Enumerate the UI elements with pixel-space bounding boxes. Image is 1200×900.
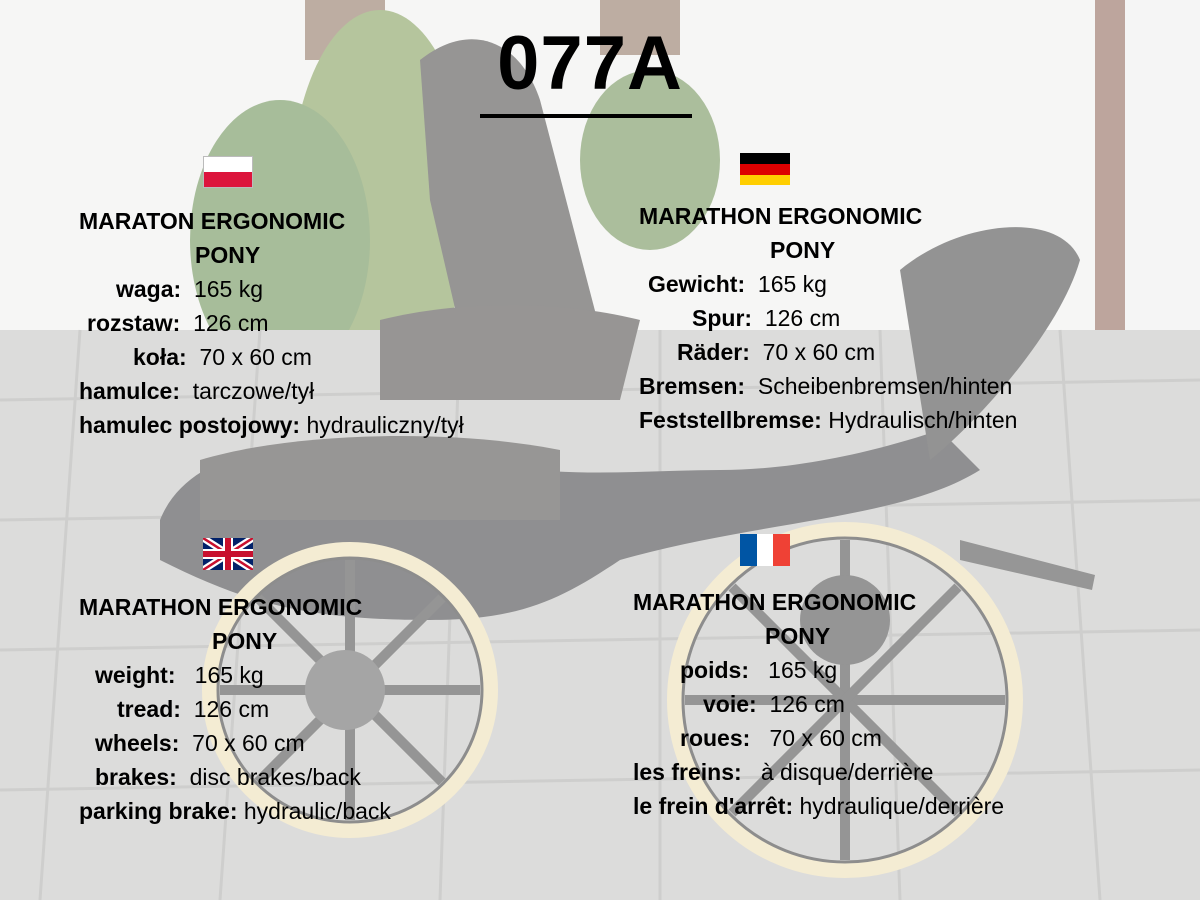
spec-row-wheels — [79, 340, 464, 374]
spec-value: 70 x 60 cm — [762, 339, 876, 365]
spec-label: Räder: — [677, 339, 750, 365]
spec-block-english — [79, 590, 391, 828]
spec-value: 165 kg — [757, 271, 827, 297]
spec-label: koła: — [133, 344, 187, 370]
spec-value: hydrauliczny/tył — [306, 412, 464, 438]
spec-value: Hydraulisch/hinten — [828, 407, 1018, 433]
spec-row-tread — [79, 692, 391, 726]
heading-model: MARATHON ERGONOMIC — [639, 203, 923, 229]
spec-row-brakes — [79, 760, 391, 794]
heading-model: MARATON ERGONOMIC — [79, 208, 346, 234]
spec-value: Scheibenbremsen/hinten — [757, 373, 1013, 399]
spec-row-track — [633, 687, 1004, 721]
spec-row-parking-brake — [79, 408, 464, 442]
title-underline — [480, 114, 692, 118]
spec-value: 165 kg — [768, 657, 838, 683]
spec-row-parking-brake — [639, 403, 1017, 437]
spec-value: 165 kg — [193, 276, 264, 302]
spec-value: 126 cm — [193, 310, 269, 336]
spec-label: hamulce: — [79, 378, 180, 404]
spec-label: brakes: — [95, 764, 177, 790]
spec-value: tarczowe/tył — [192, 378, 315, 404]
spec-value: 165 kg — [194, 662, 264, 688]
spec-block-german — [639, 199, 1017, 437]
spec-label: Bremsen: — [639, 373, 746, 399]
spec-row-brakes — [79, 374, 464, 408]
spec-value: à disque/derrière — [760, 759, 934, 785]
spec-row-parking-brake — [79, 794, 391, 828]
polish-flag-icon — [203, 156, 253, 188]
spec-value: 70 x 60 cm — [769, 725, 882, 751]
spec-label: waga: — [116, 276, 182, 302]
spec-label: rozstaw: — [87, 310, 181, 336]
spec-label: le frein d'arrêt: — [633, 793, 794, 819]
spec-row-wheels — [79, 726, 391, 760]
spec-row-weight — [633, 653, 1004, 687]
spec-label: hamulec postojowy: — [79, 412, 301, 438]
german-flag-icon — [740, 153, 790, 185]
spec-row-brakes — [633, 755, 1004, 789]
spec-row-weight — [639, 267, 1017, 301]
spec-value: 70 x 60 cm — [192, 730, 305, 756]
model-number-title: 077A — [497, 21, 683, 106]
spec-value: hydraulique/derrière — [799, 793, 1005, 819]
heading-variant: PONY — [212, 628, 278, 654]
spec-label: poids: — [680, 657, 749, 683]
spec-row-parking-brake — [633, 789, 1004, 823]
spec-label: Spur: — [692, 305, 753, 331]
spec-row-weight — [79, 658, 391, 692]
spec-value: disc brakes/back — [189, 764, 361, 790]
spec-value: 70 x 60 cm — [199, 344, 312, 370]
heading-variant: PONY — [765, 623, 831, 649]
spec-value: 126 cm — [764, 305, 841, 331]
spec-label: les freins: — [633, 759, 742, 785]
spec-value: hydraulic/back — [243, 798, 391, 824]
spec-value: 126 cm — [193, 696, 270, 722]
spec-row-wheels — [639, 335, 1017, 369]
heading-variant: PONY — [770, 237, 836, 263]
heading-model: MARATHON ERGONOMIC — [633, 589, 917, 615]
spec-value: 126 cm — [769, 691, 845, 717]
heading-variant: PONY — [195, 242, 261, 268]
spec-block-french — [633, 585, 1004, 823]
french-flag-icon — [740, 534, 790, 566]
spec-label: weight: — [95, 662, 176, 688]
spec-label: roues: — [680, 725, 751, 751]
spec-label: Gewicht: — [648, 271, 746, 297]
spec-label: Feststellbremse: — [639, 407, 822, 433]
uk-flag-icon — [203, 538, 253, 570]
heading-model: MARATHON ERGONOMIC — [79, 594, 363, 620]
spec-row-track — [79, 306, 464, 340]
spec-row-weight — [79, 272, 464, 306]
spec-row-track — [639, 301, 1017, 335]
spec-label: voie: — [703, 691, 757, 717]
spec-row-wheels — [633, 721, 1004, 755]
spec-block-polish — [79, 204, 464, 442]
spec-label: tread: — [117, 696, 181, 722]
spec-row-brakes — [639, 369, 1017, 403]
spec-label: wheels: — [95, 730, 180, 756]
spec-label: parking brake: — [79, 798, 238, 824]
